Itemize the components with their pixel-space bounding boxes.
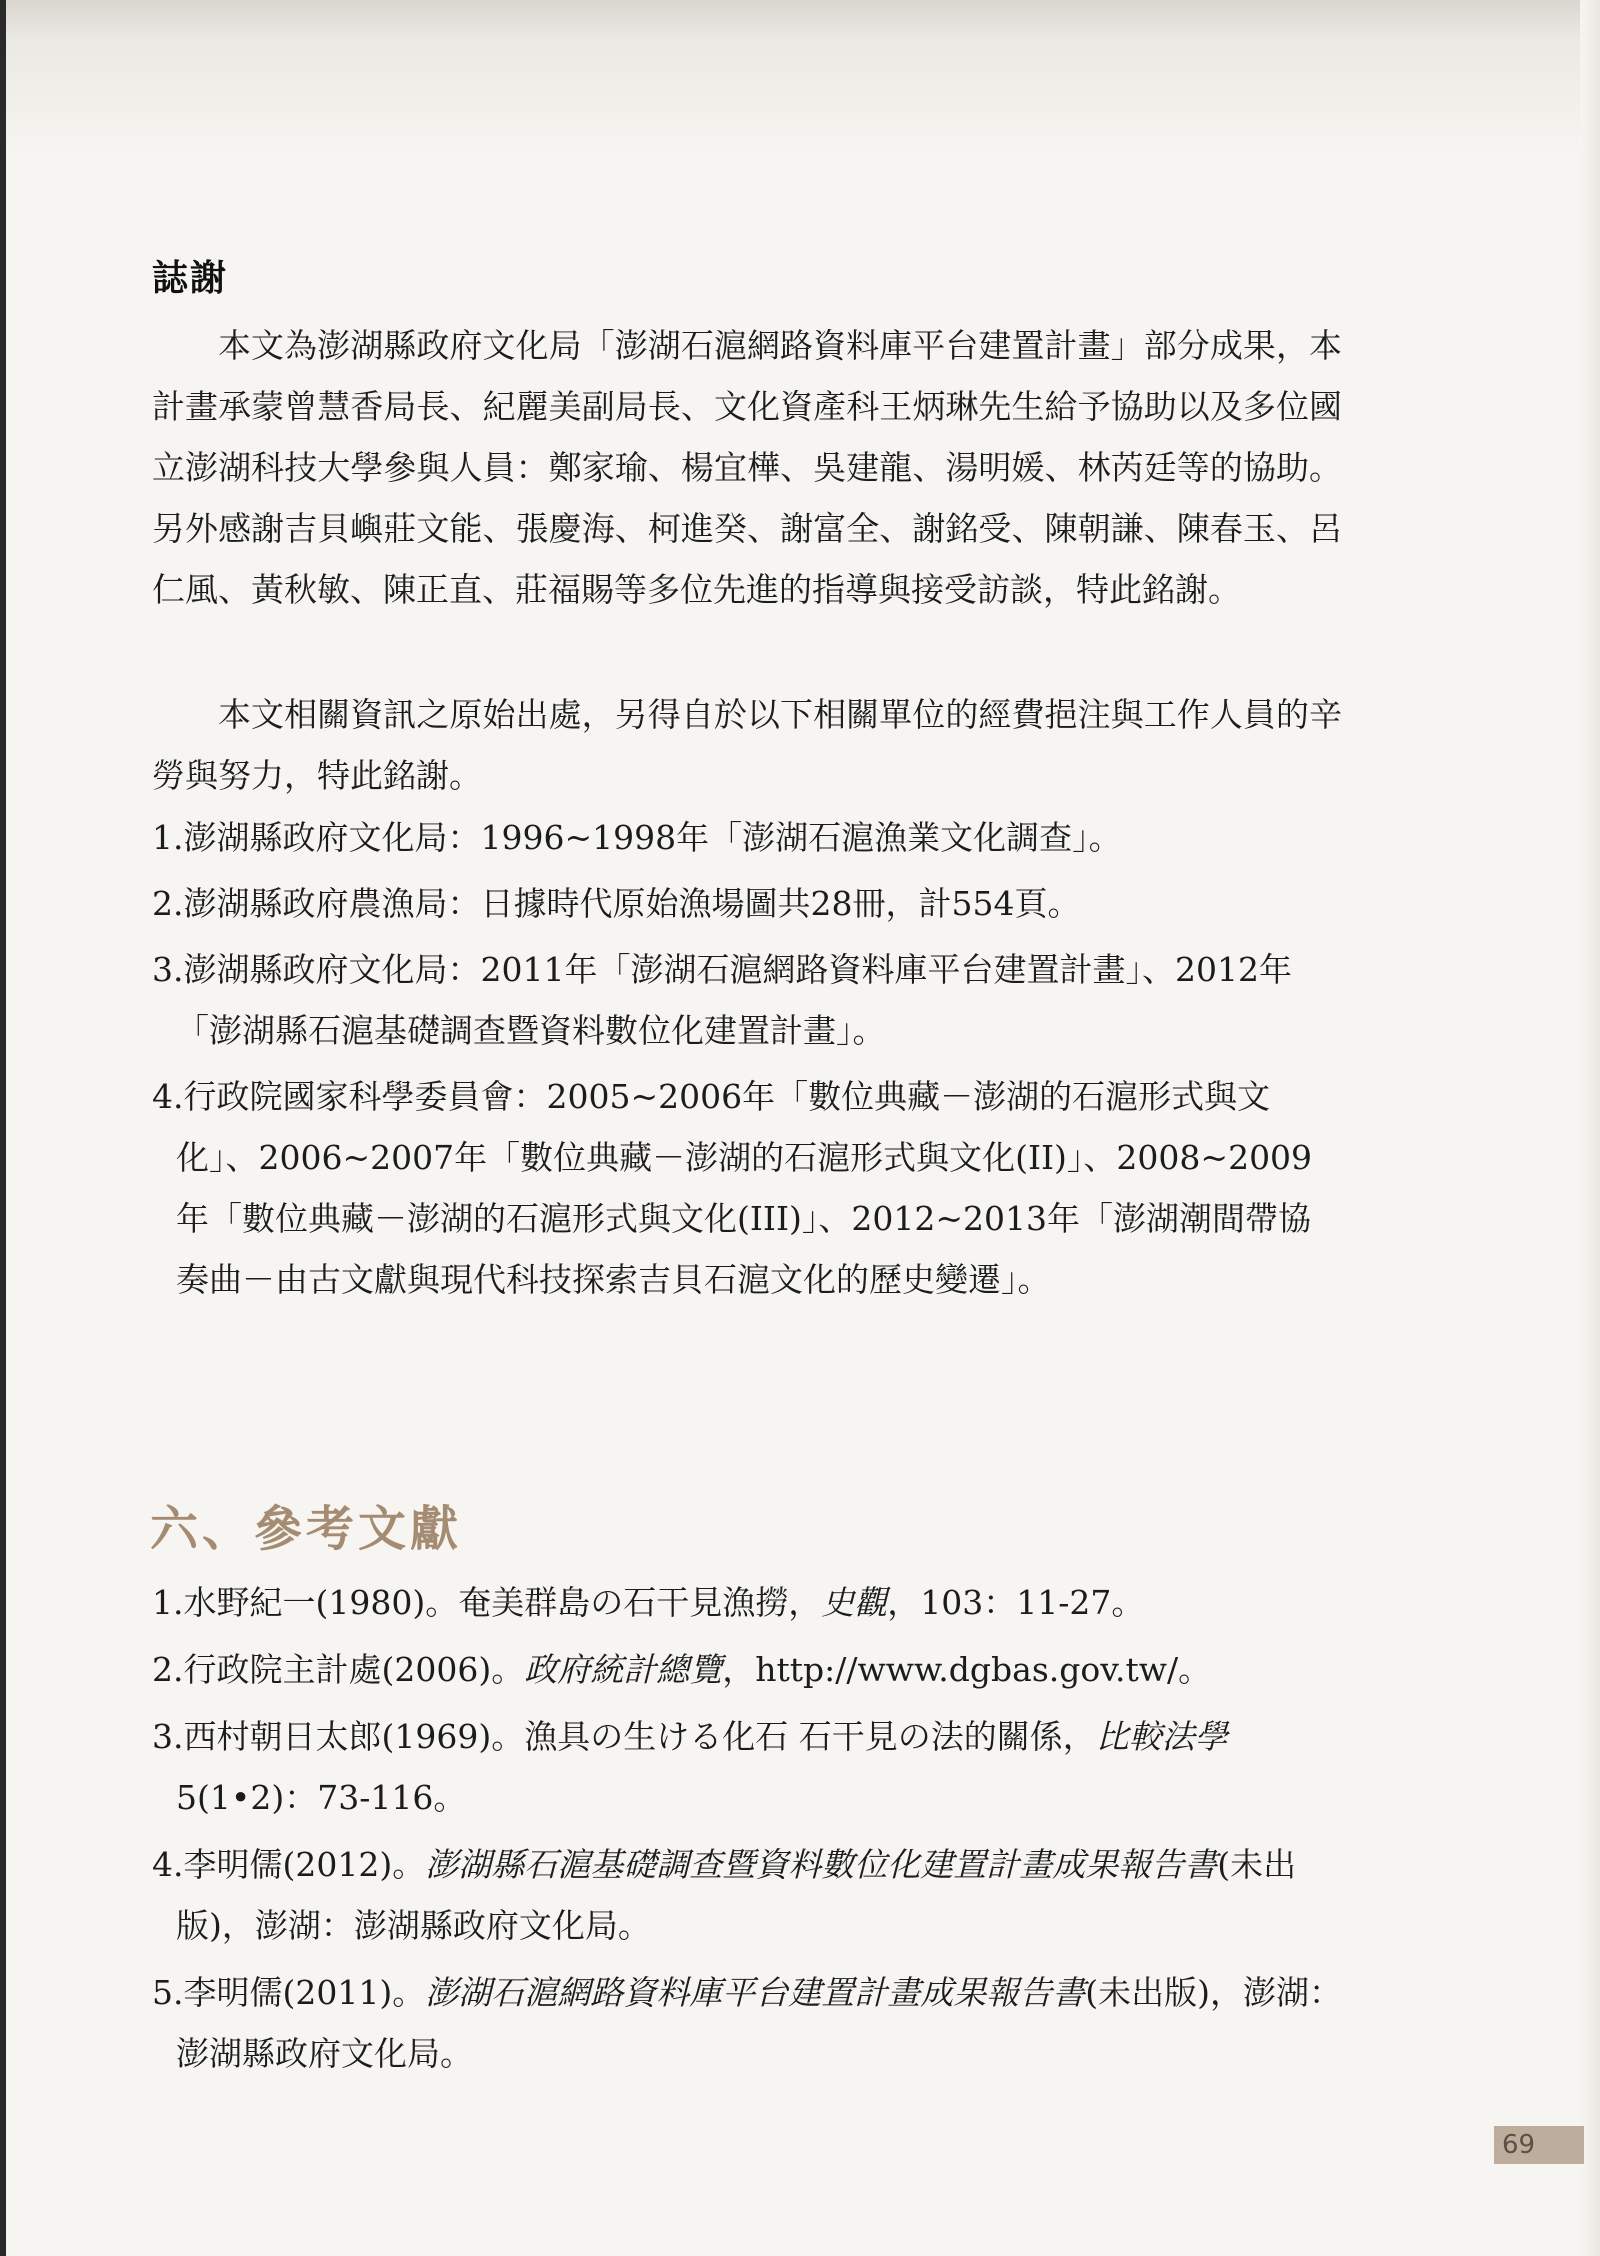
- reference-item: [152, 1572, 1342, 1633]
- reference-suffix: (未出版)，澎湖：澎湖縣政府文化局。: [176, 1973, 1342, 2073]
- reference-item: [152, 1962, 1342, 2084]
- references-heading: 六、參考文獻: [150, 1501, 463, 1557]
- reference-title: 政府統計總覽: [524, 1650, 723, 1689]
- scan-shadow: [0, 0, 1600, 160]
- page-edge-shade: [1580, 0, 1600, 2256]
- reference-prefix: 1.水野紀一(1980)。奄美群島の石干見漁撈，: [152, 1583, 822, 1622]
- reference-prefix: 2.行政院主計處(2006)。: [152, 1650, 525, 1689]
- reference-item: [152, 1834, 1342, 1956]
- funding-source-list: [152, 807, 1342, 1315]
- reference-title: 比較法學: [1095, 1717, 1228, 1756]
- reference-item: [152, 1639, 1342, 1700]
- reference-suffix: ，103：11-27。: [887, 1583, 1145, 1622]
- reference-prefix: 4.李明儒(2012)。: [152, 1845, 426, 1884]
- list-item: 3.澎湖縣政府文化局：2011年「澎湖石滬網路資料庫平台建置計畫」、2012年「澎湖縣石滬基礎調查暨資料數位化建置計畫」。: [152, 950, 1292, 1050]
- reference-item: [152, 1706, 1342, 1828]
- reference-title: 澎湖石滬網路資料庫平台建置計畫成果報告書: [425, 1973, 1086, 2012]
- reference-prefix: 3.西村朝日太郎(1969)。漁具の生ける化石 石干見の法的關係，: [152, 1717, 1096, 1756]
- reference-suffix: 5(1•2)：73-116。: [176, 1778, 467, 1817]
- reference-list: [152, 1572, 1342, 2090]
- reference-prefix: 5.李明儒(2011)。: [152, 1973, 426, 2012]
- list-item: 1.澎湖縣政府文化局：1996~1998年「澎湖石滬漁業文化調查」。: [152, 818, 1122, 857]
- funding-paragraph: 本文相關資訊之原始出處，另得自於以下相關單位的經費挹注與工作人員的辛勞與努力，特此銘謝。: [152, 695, 1342, 795]
- page-number: 69: [1494, 2126, 1584, 2164]
- acknowledgement-paragraph: 本文為澎湖縣政府文化局「澎湖石滬網路資料庫平台建置計畫」部分成果，本計畫承蒙曾慧香局長、紀麗美副局長、文化資產科王炳琳先生給予協助以及多位國立澎湖科技大學參與人員：鄭家瑜、楊宜樺、吳建龍、湯明媛、林芮廷等的協助。另外感謝吉貝嶼莊文能、張慶海、柯進癸、謝富全、謝銘受、陳朝謙、陳春玉、呂仁風、黃秋敏、陳正直、莊福賜等多位先進的指導與接受訪談，特此銘謝。: [152, 326, 1342, 609]
- list-item: 4.行政院國家科學委員會：2005~2006年「數位典藏－澎湖的石滬形式與文化」、2006~2007年「數位典藏－澎湖的石滬形式與文化(II)」、2008~2009年「數位典藏－澎湖的石滬形式與文化(III)」、2012~2013年「澎湖潮間帶協奏曲－由古文獻與現代科技探索吉貝石滬文化的歷史變遷」。: [152, 1077, 1313, 1299]
- list-item: 2.澎湖縣政府農漁局：日據時代原始漁場圖共28冊，計554頁。: [152, 884, 1081, 923]
- acknowledgement-heading: 誌謝: [152, 257, 229, 299]
- reference-url: ，http://www.dgbas.gov.tw/。: [722, 1650, 1212, 1689]
- reference-title: 史觀: [821, 1583, 888, 1622]
- scan-edge: [0, 0, 6, 2256]
- reference-suffix: (未出版)，澎湖：澎湖縣政府文化局。: [176, 1845, 1297, 1945]
- reference-title: 澎湖縣石滬基礎調查暨資料數位化建置計畫成果報告書: [425, 1845, 1218, 1884]
